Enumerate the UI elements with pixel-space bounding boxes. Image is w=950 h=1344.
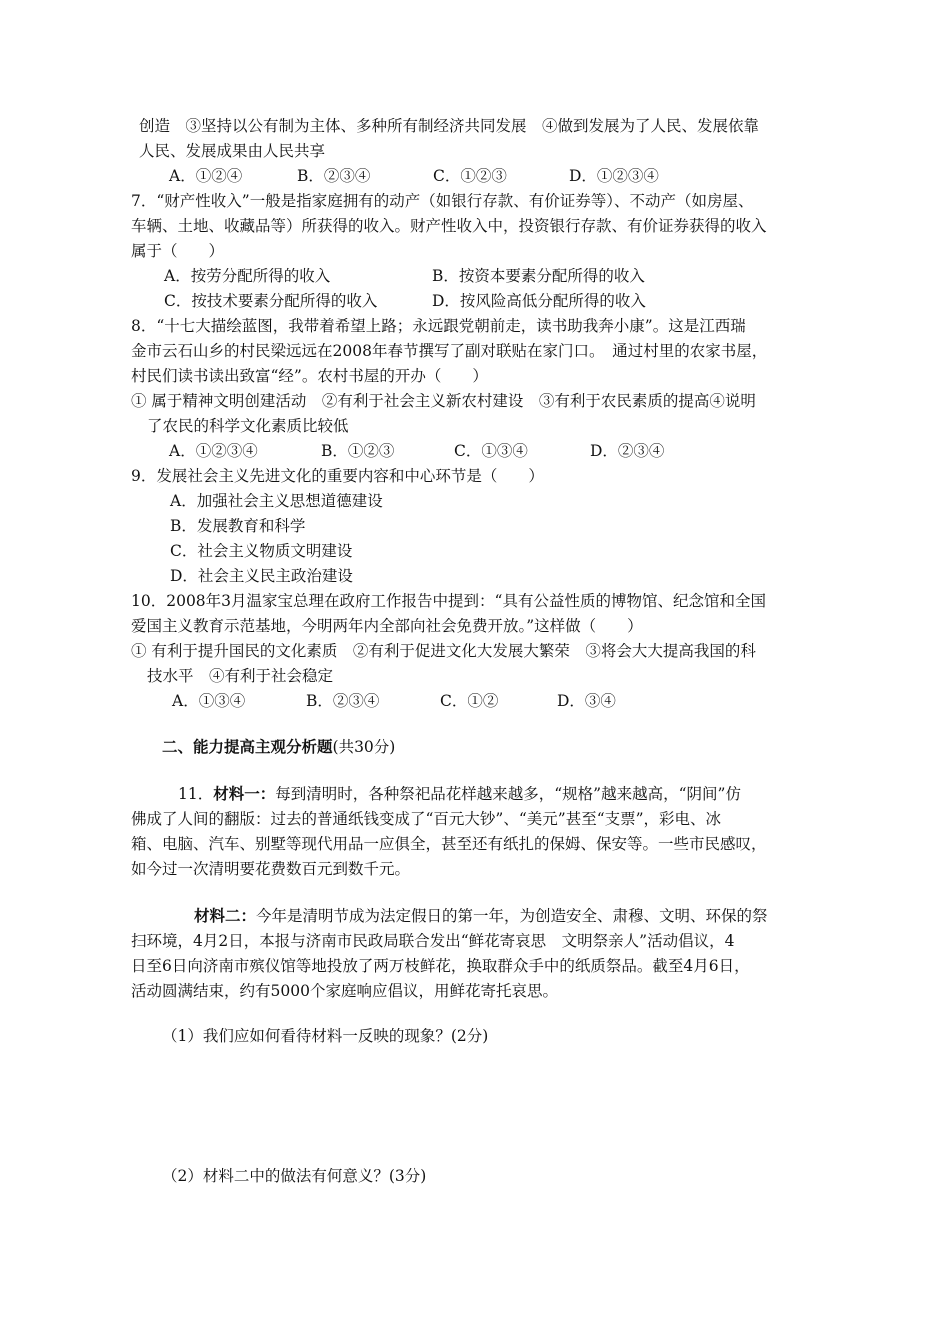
- q7-line3: 属于（ ）: [131, 242, 225, 260]
- q7-option-c: C．按技术要素分配所得的收入: [164, 292, 378, 310]
- q10-option-c: C．①②: [440, 692, 499, 710]
- q7-line1: 7．“财产性收入”一般是指家庭拥有的动产（如银行存款、有价证券等）、不动产（如房屋、: [131, 192, 754, 210]
- q8-line2: 金市云石山乡的村民梁远远在2008年春节撰写了副对联贴在家门口。 通过村里的农家书屋，: [131, 342, 768, 360]
- q9-stem: 9．发展社会主义先进文化的重要内容和中心环节是（ ）: [131, 467, 544, 485]
- q8-option-d: D．②③④: [590, 442, 665, 460]
- q11-material1-line2: 佛成了人间的翻版：过去的普通纸钱变成了“百元大钞”、“美元”甚至“支票”，彩电、冰: [131, 810, 722, 828]
- q8-line3: 村民们读书读出致富“经”。农村书屋的开办（ ）: [131, 367, 488, 385]
- section-heading-title: 二、能力提高主观分析题: [162, 737, 333, 756]
- q11-subquestion-2: （2）材料二中的做法有何意义？(3分): [162, 1167, 427, 1185]
- q11-number: 11．: [178, 785, 214, 803]
- q11-material2-line2: 扫环境，4月2日，本报与济南市民政局联合发出“鲜花寄哀思 文明祭亲人”活动倡议，4: [131, 932, 735, 950]
- q11-material1-text1: 每到清明时，各种祭祀品花样越来越多，“规格”越来越高，“阴间”仿: [275, 785, 741, 803]
- q11-material2-line3: 日至6日向济南市殡仪馆等地投放了两万枝鲜花，换取群众手中的纸质祭品。截至4月6日，: [131, 957, 750, 975]
- q10-options: [172, 691, 616, 711]
- q10-line2: 爱国主义教育示范基地，今明两年内全部向社会免费开放。”这样做（ ）: [131, 617, 643, 635]
- q10-line1: 10．2008年3月温家宝总理在政府工作报告中提到：“具有公益性质的博物馆、纪念馆和全国: [131, 592, 766, 610]
- q10-option-a: A．①③④: [172, 692, 246, 710]
- q9-option-b: B．发展教育和科学: [170, 517, 306, 535]
- section-heading-points: (共30分): [332, 738, 396, 756]
- q6-option-d: D．①②③④: [569, 167, 659, 185]
- section-heading: [162, 737, 395, 757]
- q8-option-c: C．①③④: [454, 442, 528, 460]
- q9-option-c: C．社会主义物质文明建设: [170, 542, 353, 560]
- q6-continuation-line2: 人民、发展成果由人民共享: [139, 142, 326, 160]
- q11-material1-line1: [178, 784, 741, 804]
- q10-option-b: B．②③④: [306, 692, 380, 710]
- q6-option-a: A．①②④: [169, 167, 243, 185]
- q6-continuation-line1: 创造 ③坚持以公有制为主体、多种所有制经济共同发展 ④做到发展为了人民、发展依靠: [139, 117, 760, 135]
- q11-material2-line4: 活动圆满结束，约有5000个家庭响应倡议，用鲜花寄托哀思。: [131, 982, 558, 1000]
- q10-option-d: D．③④: [557, 692, 616, 710]
- q8-line4: ① 属于精神文明创建活动 ②有利于社会主义新农村建设 ③有利于农民素质的提高④说明: [131, 392, 756, 410]
- q11-material2-line1: [194, 906, 768, 926]
- q11-material1-label: 材料一：: [213, 784, 276, 803]
- q7-option-d: D．按风险高低分配所得的收入: [432, 292, 646, 310]
- q10-line3: ① 有利于提升国民的文化素质 ②有利于促进文化大发展大繁荣 ③将会大大提高我国的科: [131, 642, 756, 660]
- q6-option-b: B．②③④: [297, 167, 371, 185]
- q6-options: [169, 166, 659, 186]
- q9-option-d: D．社会主义民主政治建设: [170, 567, 353, 585]
- q8-option-a: A．①②③④: [169, 442, 258, 460]
- q8-option-b: B．①②③: [321, 442, 395, 460]
- q7-line2: 车辆、土地、收藏品等）所获得的收入。财产性收入中，投资银行存款、有价证券获得的收入: [131, 217, 767, 235]
- q8-options: [169, 441, 664, 461]
- q6-option-c: C．①②③: [433, 167, 507, 185]
- q11-material2-label: 材料二：: [194, 906, 257, 925]
- q11-subquestion-1: （1）我们应如何看待材料一反映的现象？(2分): [162, 1027, 489, 1045]
- q8-line1: 8．“十七大描绘蓝图，我带着希望上路；永远跟党朝前走，读书助我奔小康”。这是江西瑞: [131, 317, 746, 335]
- q7-option-a: A．按劳分配所得的收入: [164, 267, 331, 285]
- q10-line4: 技水平 ④有利于社会稳定: [147, 667, 334, 685]
- q7-option-b: B．按资本要素分配所得的收入: [432, 267, 645, 285]
- q8-line5: 了农民的科学文化素质比较低: [147, 417, 349, 435]
- q9-option-a: A．加强社会主义思想道德建设: [170, 492, 383, 510]
- q11-material2-text1: 今年是清明节成为法定假日的第一年，为创造安全、肃穆、文明、环保的祭: [256, 907, 768, 925]
- q11-material1-line3: 箱、电脑、汽车、别墅等现代用品一应俱全，甚至还有纸扎的保姆、保安等。一些市民感叹，: [131, 835, 767, 853]
- q11-material1-line4: 如今过一次清明要花费数百元到数千元。: [131, 860, 411, 878]
